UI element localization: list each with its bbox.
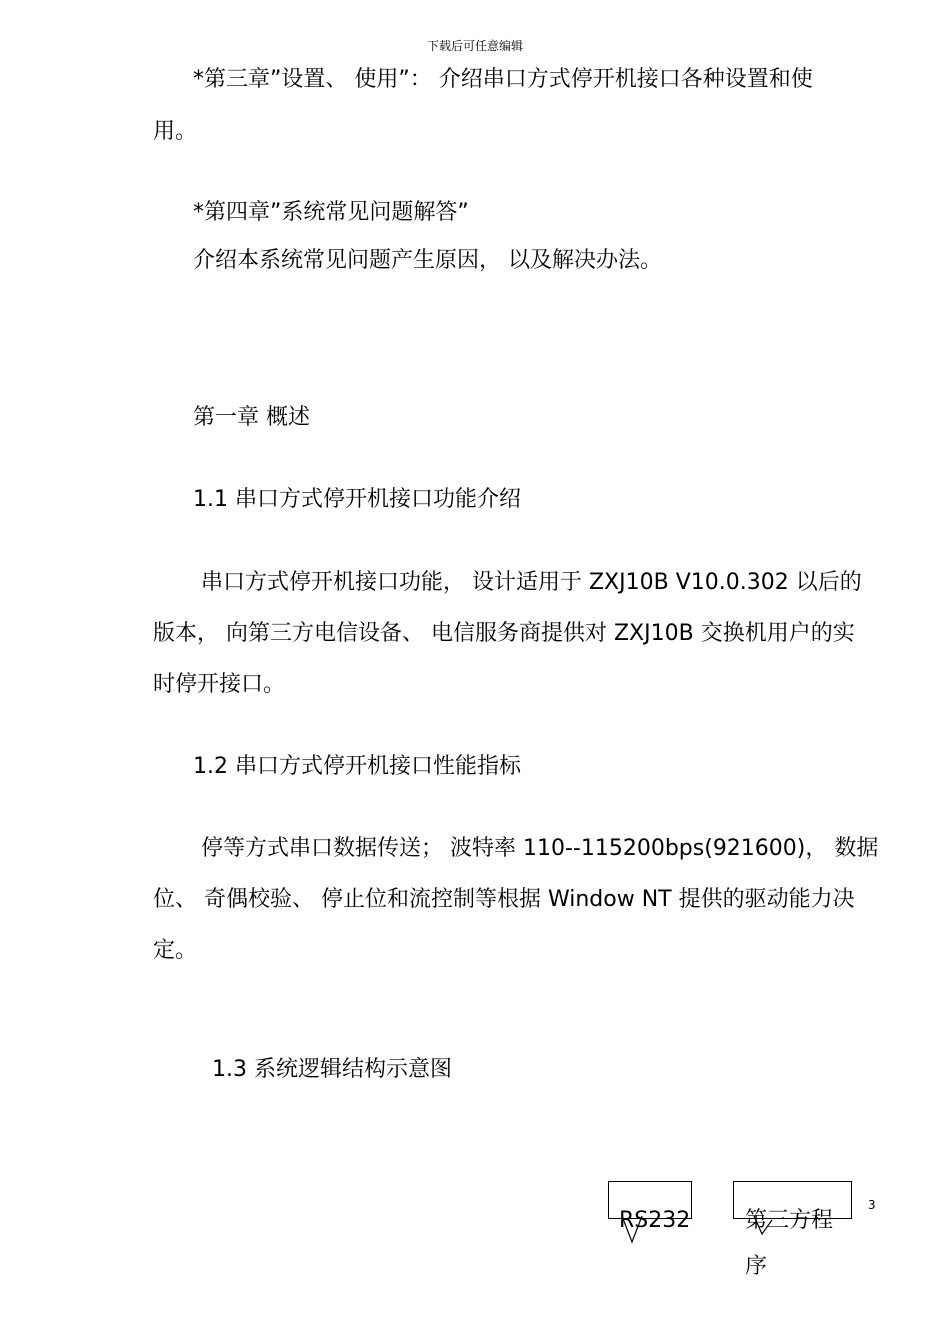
section-1-1-line2: 版本， 向第三方电信设备、 电信服务商提供对 ZXJ10B 交换机用户的实: [153, 621, 855, 646]
arrow-down-icon: [620, 1214, 644, 1244]
section-1-1-line1: 串口方式停开机接口功能， 设计适用于 ZXJ10B V10.0.302 以后的: [201, 570, 862, 595]
section-1-2-heading: 1.2 串口方式停开机接口性能指标: [193, 754, 521, 779]
section-1-1-line3: 时停开接口。: [153, 672, 286, 697]
section-1-2-line1: 停等方式串口数据传送； 波特率 110--115200bps(921600)， 数据: [201, 836, 879, 861]
chapter4-description: 介绍本系统常见问题产生原因， 以及解决办法。: [193, 248, 662, 273]
chapter1-heading: 第一章 概述: [193, 405, 310, 430]
third-party-program-label-line2: 序: [745, 1254, 768, 1279]
chapter3-line1: *第三章”设置、 使用”： 介绍串口方式停开机接口各种设置和使: [193, 67, 813, 92]
chapter4-title: *第四章”系统常见问题解答”: [193, 200, 469, 225]
section-1-2-line2: 位、 奇偶校验、 停止位和流控制等根据 Window NT 提供的驱动能力决: [153, 887, 855, 912]
section-1-1-heading: 1.1 串口方式停开机接口功能介绍: [193, 487, 521, 512]
arrow-down-icon: [752, 1214, 776, 1238]
page-header: 下载后可任意编辑: [426, 39, 523, 53]
page-number: 3: [868, 1198, 876, 1212]
section-1-2-line3: 定。: [153, 938, 198, 963]
rs232-label: RS232: [619, 1208, 691, 1233]
section-1-3-heading: 1.3 系统逻辑结构示意图: [212, 1057, 452, 1082]
chapter3-line2: 用。: [153, 119, 198, 144]
third-party-program-label-line1: 第三方程: [745, 1208, 834, 1233]
